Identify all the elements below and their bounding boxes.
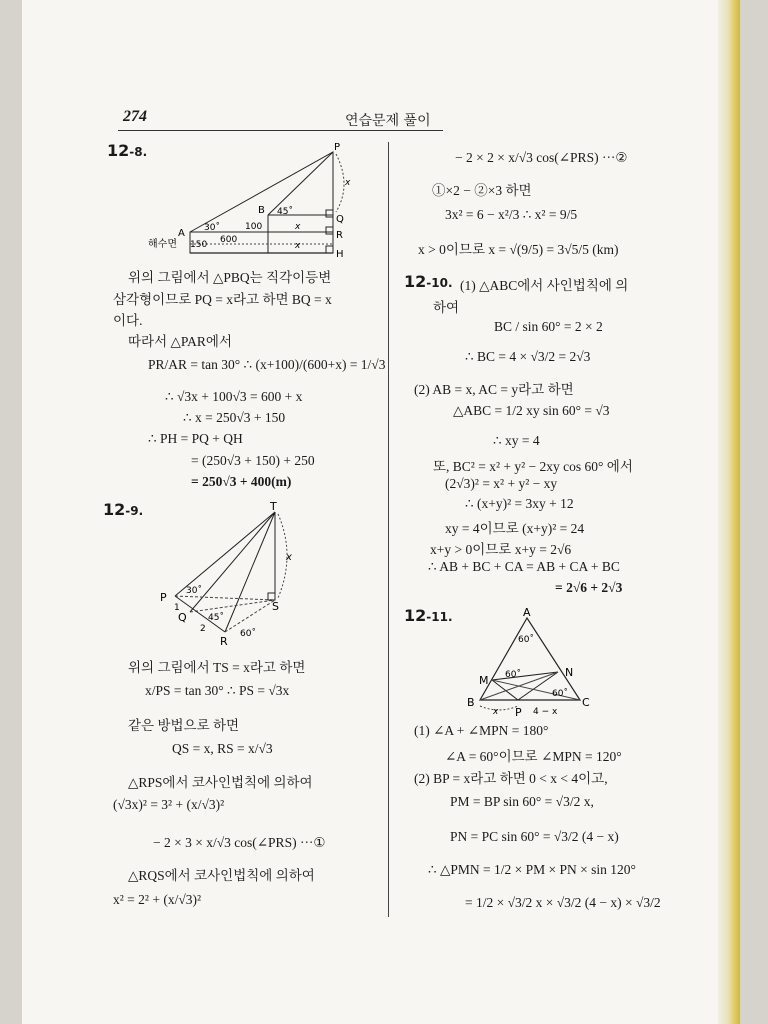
- text-line: (2) AB = x, AC = y라고 하면: [414, 382, 574, 397]
- equation: (√3x)² = 3² + (x/√3)²: [113, 797, 225, 812]
- label-R: R: [220, 635, 228, 648]
- label-B: B: [258, 205, 265, 216]
- problem-12-9-number: [103, 500, 143, 519]
- label-1: 1: [174, 603, 180, 613]
- equation: x/PS = tan 30° ∴ PS = √3x: [145, 683, 290, 698]
- line-PS: [175, 596, 275, 600]
- text-line: 이다.: [113, 313, 143, 328]
- problem-sub: -8.: [129, 145, 148, 159]
- equation: ∴ x = 250√3 + 150: [183, 410, 286, 425]
- equation: x+y > 0이므로 x+y = 2√6: [430, 542, 572, 557]
- text-line: △RQS에서 코사인법칙에 의하여: [128, 868, 315, 883]
- equation: 또, BC² = x² + y² − 2xy cos 60° 에서: [433, 459, 633, 474]
- label-angle-60: 60˚: [240, 629, 256, 639]
- equation: ∴ PH = PQ + QH: [148, 431, 243, 446]
- equation: BC / sin 60° = 2 × 2: [494, 319, 603, 334]
- right-angle-mark: [326, 227, 333, 234]
- label-T: T: [270, 500, 277, 513]
- equation: xy = 4이므로 (x+y)² = 24: [445, 521, 585, 536]
- equation: − 2 × 3 × x/√3 cos(∠PRS) ···①: [153, 835, 326, 850]
- text-line: (1) ∠A + ∠MPN = 180°: [414, 723, 549, 738]
- label-x: x: [295, 241, 301, 251]
- problem-sub: -10.: [426, 276, 453, 290]
- equation: (2√3)² = x² + y² − xy: [445, 476, 558, 491]
- problem-12-10-number: [404, 272, 453, 291]
- label-x: x: [345, 178, 351, 188]
- problem-12-11-number: [404, 606, 453, 625]
- equation: = (250√3 + 150) + 250: [191, 453, 315, 468]
- text-line: 위의 그림에서 TS = x라고 하면: [128, 660, 306, 675]
- label-sea-level: 해수면: [148, 239, 177, 250]
- equation: ∴ xy = 4: [493, 433, 540, 448]
- label-B: B: [467, 696, 475, 709]
- equation: ∴ △PMN = 1/2 × PM × PN × sin 120°: [428, 862, 636, 877]
- label-Q: Q: [178, 611, 187, 624]
- label-150: 150: [190, 240, 208, 250]
- problem-label: 12: [107, 141, 130, 160]
- answer: = 250√3 + 400(m): [191, 474, 292, 489]
- label-angle-30: 30˚: [204, 223, 220, 233]
- label-4-x: 4 − x: [533, 707, 558, 717]
- equation: x² = 2² + (x/√3)²: [113, 892, 202, 907]
- right-angle-mark: [268, 593, 275, 600]
- text-line: △RPS에서 코사인법칙에 의하여: [128, 775, 313, 790]
- figure-12-11: [455, 604, 605, 720]
- line-BP: [268, 152, 333, 215]
- problem-sub: -11.: [426, 610, 453, 624]
- right-angle-mark: [326, 246, 333, 253]
- label-Q: Q: [336, 214, 344, 225]
- equation: x > 0이므로 x = √(9/5) = 3√5/5 (km): [418, 242, 619, 257]
- label-x: x: [295, 222, 301, 232]
- label-angle-30: 30˚: [186, 586, 202, 596]
- problem-label: 12: [404, 272, 427, 291]
- right-angle-mark: [326, 210, 333, 217]
- answer: ∠A = 60°이므로 ∠MPN = 120°: [445, 749, 622, 764]
- label-C: C: [582, 696, 590, 709]
- label-600: 600: [220, 235, 238, 245]
- label-x: x: [493, 707, 499, 717]
- answer: = 2√6 + 2√3: [555, 580, 623, 595]
- text-line: 위의 그림에서 △PBQ는 직각이등변: [128, 270, 332, 285]
- text-line: (2) BP = x라고 하면 0 < x < 4이고,: [414, 771, 608, 786]
- text-line: 하여: [433, 300, 460, 315]
- problem-label: 12: [103, 500, 126, 519]
- equation: PN = PC sin 60° = √3/2 (4 − x): [450, 829, 619, 844]
- label-H: H: [336, 249, 344, 260]
- line-TP: [175, 512, 275, 596]
- column-divider: [388, 142, 389, 917]
- figure-12-8: [140, 140, 370, 260]
- equation: ∴ √3x + 100√3 = 600 + x: [165, 389, 303, 404]
- label-angle-60: 60˚: [505, 670, 521, 680]
- label-S: S: [272, 600, 279, 613]
- label-P: P: [515, 706, 522, 719]
- equation: PR/AR = tan 30° ∴ (x+100)/(600+x) = 1/√3: [148, 357, 386, 372]
- equation: QS = x, RS = x/√3: [172, 741, 273, 756]
- page-title: 연습문제 풀이: [345, 113, 431, 129]
- label-N: N: [565, 666, 574, 679]
- equation: ∴ AB + BC + CA = AB + CA + BC: [428, 559, 620, 574]
- problem-label: 12: [404, 606, 427, 625]
- label-R: R: [336, 230, 343, 241]
- line-TR: [225, 512, 275, 632]
- equation: 3x² = 6 − x²/3 ∴ x² = 9/5: [445, 207, 578, 222]
- text-line: ①×2 − ②×3 하면: [432, 183, 532, 198]
- equation: = 1/2 × √3/2 x × √3/2 (4 − x) × √3/2: [465, 895, 661, 910]
- problem-sub: -9.: [125, 504, 144, 518]
- label-M: M: [479, 674, 489, 687]
- equation: − 2 × 2 × x/√3 cos(∠PRS) ···②: [455, 150, 628, 165]
- label-P: P: [334, 142, 341, 153]
- text-line: (1) △ABC에서 사인법칙에 의: [460, 278, 629, 293]
- equation: PM = BP sin 60° = √3/2 x,: [450, 794, 594, 809]
- label-angle-45: 45˚: [277, 207, 293, 217]
- page-edge: [718, 0, 740, 1024]
- label-A: A: [523, 606, 531, 619]
- line-RS: [225, 600, 275, 632]
- equation: △ABC = 1/2 xy sin 60° = √3: [453, 403, 610, 418]
- label-x: x: [286, 552, 292, 563]
- text-line: 따라서 △PAR에서: [128, 334, 232, 349]
- text-line: 같은 방법으로 하면: [128, 718, 240, 733]
- label-angle-60: 60˚: [552, 689, 568, 699]
- triangle-ABC: [480, 618, 580, 700]
- equation: ∴ (x+y)² = 3xy + 12: [465, 496, 574, 511]
- label-2: 2: [200, 624, 206, 634]
- answer: ∴ BC = 4 × √3/2 = 2√3: [465, 349, 591, 364]
- label-angle-45: 45˚: [208, 613, 224, 623]
- text-line: 삼각형이므로 PQ = x라고 하면 BQ = x: [113, 292, 332, 307]
- label-P: P: [160, 591, 167, 604]
- label-angle-60: 60˚: [518, 635, 534, 645]
- triangle-outline: [190, 152, 333, 253]
- page-number: 274: [123, 108, 147, 125]
- line-QS: [190, 600, 275, 612]
- label-100: 100: [245, 222, 263, 232]
- header-rule: [118, 130, 443, 131]
- figure-12-9: [150, 500, 310, 648]
- dim-arc: [480, 706, 518, 710]
- label-A: A: [178, 228, 185, 239]
- dim-arc: [336, 154, 344, 212]
